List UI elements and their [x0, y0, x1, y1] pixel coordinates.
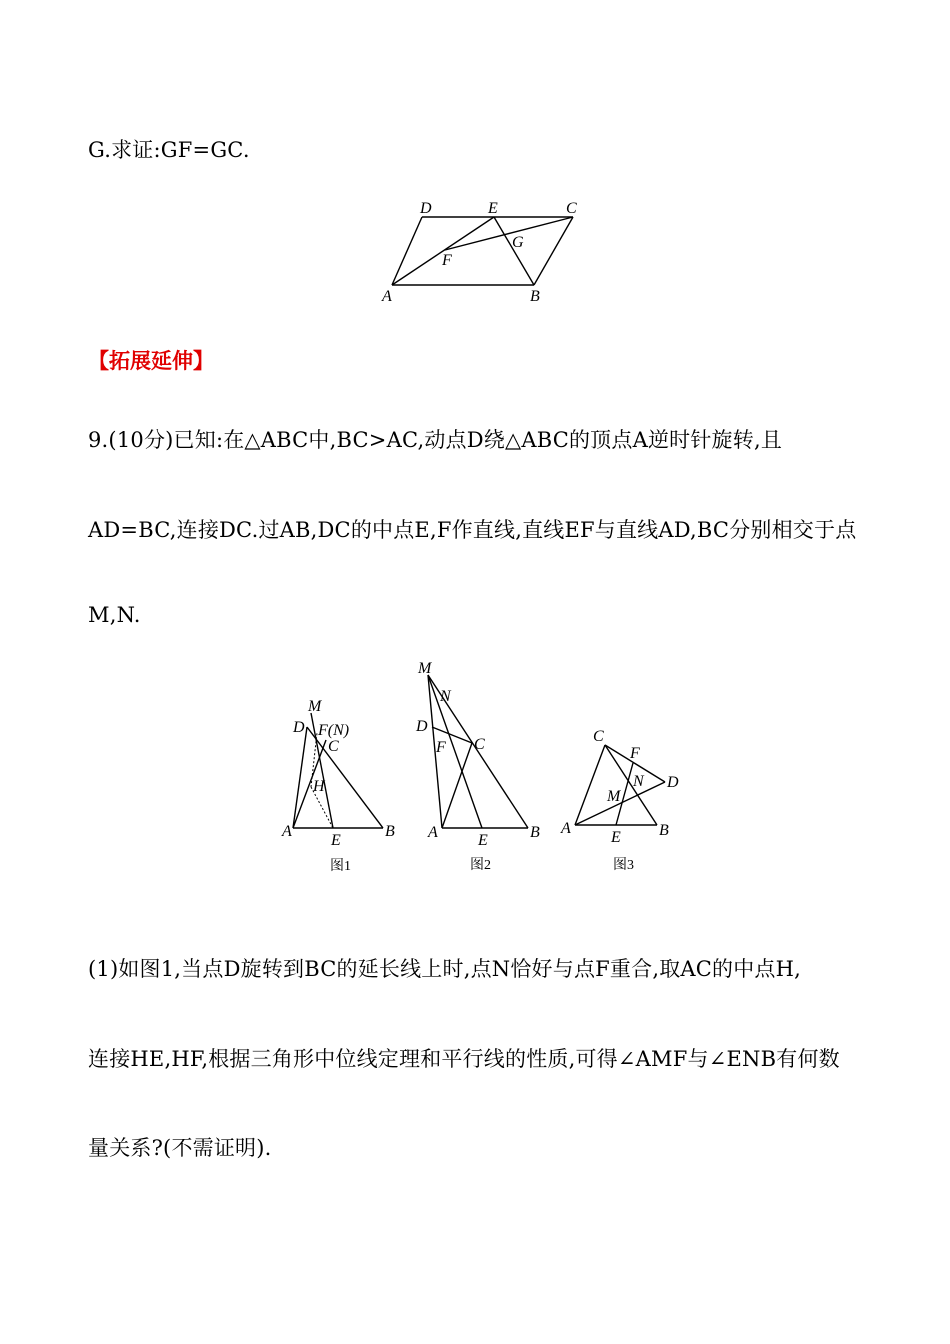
- fig1-label-h: H: [313, 778, 325, 795]
- fig1-label-fn: F(N): [318, 722, 350, 739]
- fig3-label-f: F: [630, 745, 640, 762]
- fig3-label-e: E: [611, 829, 621, 846]
- fig1-label-m: M: [308, 698, 322, 715]
- figure-3: [555, 725, 685, 875]
- part1-line-3: 量关系?(不需证明).: [88, 1136, 272, 1160]
- part1-line-2: 连接HE,HF,根据三角形中位线定理和平行线的性质,可得∠AMF与∠ENB有何数: [88, 1047, 840, 1071]
- fig1-caption: 图1: [330, 859, 351, 874]
- segment-bc: [534, 217, 573, 285]
- problem-line-1: 9.(10分)已知:在△ABC中,BC>AC,动点D绕△ABC的顶点A逆时针旋转,且: [88, 428, 783, 452]
- label-d: D: [420, 200, 432, 217]
- label-f: F: [442, 252, 452, 269]
- label-e: E: [488, 200, 498, 217]
- fig1-label-b: B: [385, 823, 395, 840]
- fig2-label-n: N: [440, 688, 451, 705]
- parallelogram-figure: [370, 195, 590, 310]
- fig2-label-c: C: [474, 736, 485, 753]
- fig3-label-n: N: [633, 773, 644, 790]
- problem-line-2: AD=BC,连接DC.过AB,DC的中点E,F作直线,直线EF与直线AD,BC分别相交于点: [88, 518, 857, 542]
- fig1-label-d: D: [293, 719, 305, 736]
- fig1-label-e: E: [331, 832, 341, 849]
- fig3-label-c: C: [593, 728, 604, 745]
- label-b: B: [530, 288, 540, 305]
- fig2-label-f: F: [436, 739, 446, 756]
- fig2-label-m: M: [418, 660, 432, 677]
- figure-1: [275, 695, 405, 880]
- fig2-label-a: A: [428, 824, 438, 841]
- label-a: A: [382, 288, 392, 305]
- fig3-label-m: M: [607, 788, 621, 805]
- fig3-caption: 图3: [613, 858, 634, 873]
- segment-fc: [445, 217, 573, 250]
- proof-goal-line: G.求证:GF=GC.: [88, 138, 250, 162]
- fig3-label-a: A: [561, 820, 571, 837]
- figure-2: [410, 655, 550, 875]
- fig3-label-b: B: [659, 822, 669, 839]
- fig2-label-e: E: [478, 832, 488, 849]
- fig2-label-b: B: [530, 824, 540, 841]
- problem-line-3: M,N.: [88, 603, 141, 627]
- fig1-label-c: C: [328, 738, 339, 755]
- fig3-label-d: D: [667, 774, 679, 791]
- fig2-label-d: D: [416, 718, 428, 735]
- label-c: C: [566, 200, 577, 217]
- part1-line-1: (1)如图1,当点D旋转到BC的延长线上时,点N恰好与点F重合,取AC的中点H,: [88, 957, 802, 981]
- fig1-label-a: A: [282, 823, 292, 840]
- section-title: 【拓展延伸】: [88, 348, 214, 373]
- fig1-ad: [293, 727, 307, 828]
- fig2-caption: 图2: [470, 858, 491, 873]
- label-g: G: [512, 234, 524, 251]
- segment-eb: [494, 217, 534, 285]
